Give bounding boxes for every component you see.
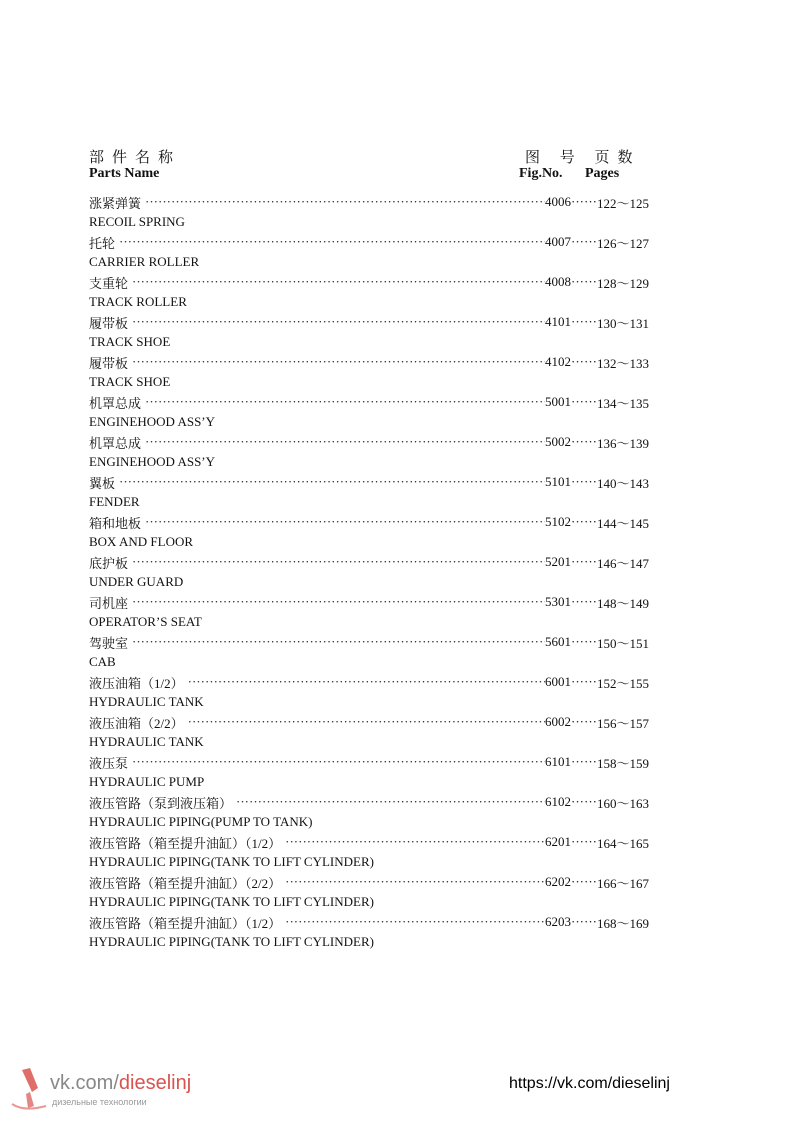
page-range: 130～131 (596, 315, 649, 331)
entry-row (89, 872, 649, 892)
leader-dots (285, 832, 545, 852)
entry-row (89, 232, 649, 252)
leader-dots (119, 232, 545, 252)
leader-dots-short: ······ (571, 794, 597, 809)
list-item (89, 632, 649, 672)
part-name-en: BOX AND FLOOR (89, 534, 194, 549)
page-range: 148～149 (596, 595, 649, 611)
header-fig-cn: 图 号 页数 (525, 150, 641, 166)
part-name-en: HYDRAULIC TANK (89, 734, 204, 749)
part-name-cn: 机罩总成 (89, 435, 142, 451)
entry-row (89, 832, 649, 852)
part-name-cn: 液压管路（箱至提升油缸）（2/2） (89, 875, 282, 891)
page-range: 122～125 (596, 195, 649, 211)
fig-number: 5601 (545, 634, 571, 649)
fig-number: 6001 (545, 674, 571, 689)
fig-number: 6102 (545, 794, 571, 809)
list-item (89, 192, 649, 232)
entry-row (89, 592, 649, 612)
fig-number: 6002 (545, 714, 571, 729)
part-name-cn: 箱和地板 (89, 515, 142, 531)
entry-row (89, 792, 649, 812)
entry-row (89, 392, 649, 412)
leader-dots-short: ······ (571, 354, 597, 369)
fig-number: 5201 (545, 554, 571, 569)
entry-row (89, 712, 649, 732)
part-name-en: UNDER GUARD (89, 574, 184, 589)
list-item (89, 432, 649, 472)
part-name-en: HYDRAULIC PIPING(TANK TO LIFT CYLINDER) (89, 934, 374, 949)
fig-number: 5002 (545, 434, 571, 449)
header-fig-en: Fig.No. (519, 166, 563, 181)
page-range: 158～159 (596, 755, 649, 771)
list-item (89, 472, 649, 512)
leader-dots-short: ······ (571, 754, 597, 769)
fig-number: 5001 (545, 394, 571, 409)
fig-number: 5301 (545, 594, 571, 609)
header-parts-en: Parts Name (89, 166, 160, 181)
part-name-en: TRACK SHOE (89, 334, 171, 349)
page-range: 152～155 (596, 675, 649, 691)
page-range: 146～147 (596, 555, 649, 571)
leader-dots (145, 392, 545, 412)
part-name-cn: 支重轮 (89, 275, 129, 291)
leader-dots-short: ······ (571, 914, 597, 929)
part-name-cn: 翼板 (89, 475, 116, 491)
part-name-cn: 液压管路（箱至提升油缸）（1/2） (89, 915, 282, 931)
footer-logo[interactable] (8, 1066, 208, 1116)
entry-row (89, 432, 649, 452)
entry-row (89, 912, 649, 932)
part-name-cn: 托轮 (89, 235, 116, 251)
part-name-en: ENGINEHOOD ASS’Y (89, 414, 216, 429)
list-item (89, 872, 649, 912)
part-name-cn: 液压油箱（2/2） (89, 715, 184, 731)
part-name-cn: 液压管路（泵到液压箱） (89, 795, 233, 811)
leader-dots (132, 632, 545, 652)
page-range: 166～167 (596, 875, 649, 891)
leader-dots (132, 552, 545, 572)
page-range: 128～129 (596, 275, 649, 291)
part-name-en: HYDRAULIC PUMP (89, 774, 205, 789)
part-name-cn: 涨紧弹簧 (89, 195, 142, 211)
list-item (89, 712, 649, 752)
part-name-cn: 司机座 (89, 595, 129, 611)
entry-row (89, 352, 649, 372)
fig-number: 5102 (545, 514, 571, 529)
fig-number: 5101 (545, 474, 571, 489)
leader-dots (188, 672, 545, 692)
page-range: 136～139 (596, 435, 649, 451)
entry-row (89, 192, 649, 212)
leader-dots-short: ······ (571, 434, 597, 449)
leader-dots-short: ······ (571, 834, 597, 849)
leader-dots (145, 512, 545, 532)
list-item (89, 592, 649, 632)
leader-dots-short: ······ (571, 194, 597, 209)
part-name-en: OPERATOR’S SEAT (89, 614, 202, 629)
leader-dots-short: ······ (571, 674, 597, 689)
list-item (89, 512, 649, 552)
page-range: 144～145 (596, 515, 649, 531)
header-pages-en: Pages (585, 166, 620, 181)
part-name-cn: 机罩总成 (89, 395, 142, 411)
leader-dots-short: ······ (571, 234, 597, 249)
part-name-en: RECOIL SPRING (89, 214, 185, 229)
page-range: 134～135 (596, 395, 649, 411)
fig-number: 4102 (545, 354, 571, 369)
fig-number: 4008 (545, 274, 571, 289)
page-range: 126～127 (596, 235, 649, 251)
leader-dots (132, 592, 545, 612)
fig-number: 6201 (545, 834, 571, 849)
page-range: 150～151 (596, 635, 649, 651)
page-range: 156～157 (596, 715, 649, 731)
part-name-en: HYDRAULIC PIPING(TANK TO LIFT CYLINDER) (89, 894, 374, 909)
footer-url[interactable]: https://vk.com/dieselinj (509, 1075, 670, 1092)
part-name-en: ENGINEHOOD ASS’Y (89, 454, 216, 469)
logo-subtitle: дизельные технологии (52, 1097, 147, 1107)
list-item (89, 552, 649, 592)
part-name-cn: 底护板 (89, 555, 129, 571)
leader-dots (236, 792, 545, 812)
part-name-cn: 履带板 (89, 315, 129, 331)
part-name-cn: 履带板 (89, 355, 129, 371)
header-parts-cn: 部件名称 (89, 150, 182, 166)
page-range: 132～133 (596, 355, 649, 371)
part-name-en: HYDRAULIC PIPING(PUMP TO TANK) (89, 814, 313, 829)
fuel-injector-icon (8, 1066, 52, 1116)
leader-dots (145, 192, 545, 212)
part-name-cn: 液压管路（箱至提升油缸）（1/2） (89, 835, 282, 851)
leader-dots (285, 912, 545, 932)
entry-row (89, 632, 649, 652)
page-range: 160～163 (596, 795, 649, 811)
list-item (89, 352, 649, 392)
fig-number: 6101 (545, 754, 571, 769)
fig-number: 4007 (545, 234, 571, 249)
leader-dots-short: ······ (571, 874, 597, 889)
leader-dots (132, 752, 545, 772)
entry-row (89, 512, 649, 532)
part-name-en: HYDRAULIC TANK (89, 694, 204, 709)
part-name-cn: 驾驶室 (89, 635, 129, 651)
entry-row (89, 752, 649, 772)
part-name-en: TRACK SHOE (89, 374, 171, 389)
logo-text: vk.com/dieselinj (50, 1072, 192, 1094)
part-name-cn: 液压泵 (89, 755, 129, 771)
list-item (89, 792, 649, 832)
entry-row (89, 312, 649, 332)
fig-number: 4006 (545, 194, 571, 209)
part-name-en: CAB (89, 654, 116, 669)
list-item (89, 392, 649, 432)
leader-dots (188, 712, 545, 732)
leader-dots-short: ······ (571, 594, 597, 609)
leader-dots-short: ······ (571, 394, 597, 409)
leader-dots-short: ······ (571, 554, 597, 569)
part-name-cn: 液压油箱（1/2） (89, 675, 184, 691)
fig-number: 6203 (545, 914, 571, 929)
entry-row (89, 672, 649, 692)
list-item (89, 272, 649, 312)
list-item (89, 832, 649, 872)
page-range: 140～143 (596, 475, 649, 491)
part-name-en: CARRIER ROLLER (89, 254, 200, 269)
leader-dots (119, 472, 545, 492)
leader-dots-short: ······ (571, 474, 597, 489)
part-name-en: TRACK ROLLER (89, 294, 187, 309)
leader-dots (132, 312, 545, 332)
leader-dots-short: ······ (571, 274, 597, 289)
leader-dots (145, 432, 545, 452)
page-range: 164～165 (596, 835, 649, 851)
entry-row (89, 472, 649, 492)
list-item (89, 912, 649, 952)
part-name-en: FENDER (89, 494, 140, 509)
fig-number: 6202 (545, 874, 571, 889)
parts-list (89, 192, 649, 952)
list-item (89, 312, 649, 352)
entry-row (89, 552, 649, 572)
leader-dots (285, 872, 545, 892)
list-item (89, 232, 649, 272)
leader-dots (132, 352, 545, 372)
leader-dots-short: ······ (571, 314, 597, 329)
part-name-en: HYDRAULIC PIPING(TANK TO LIFT CYLINDER) (89, 854, 374, 869)
page-range: 168～169 (596, 915, 649, 931)
leader-dots-short: ······ (571, 634, 597, 649)
list-item (89, 752, 649, 792)
leader-dots-short: ······ (571, 514, 597, 529)
fig-number: 4101 (545, 314, 571, 329)
entry-row (89, 272, 649, 292)
leader-dots (132, 272, 545, 292)
list-item (89, 672, 649, 712)
leader-dots-short: ······ (571, 714, 597, 729)
